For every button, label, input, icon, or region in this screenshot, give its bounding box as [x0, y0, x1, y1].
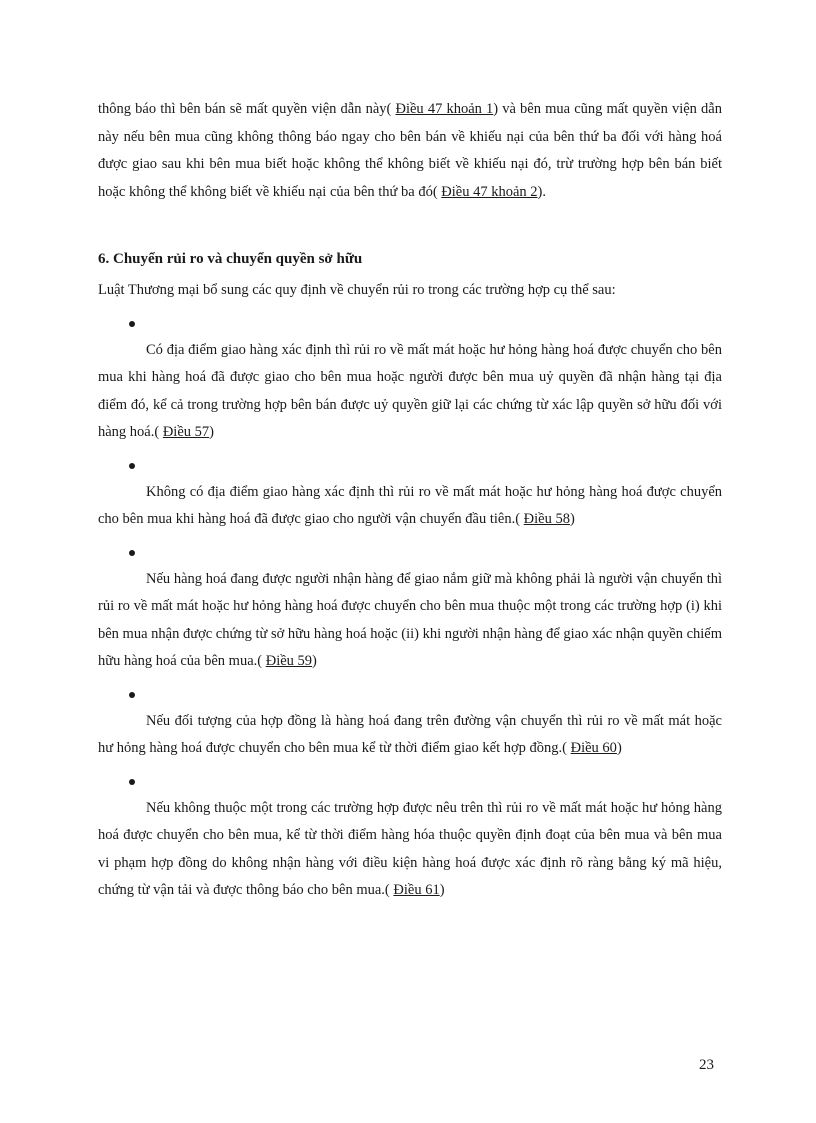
link-dieu-57[interactable]: Điều 57	[162, 424, 210, 440]
list-item-text: Có địa điểm giao hàng xác định thì rủi ro về mất mát hoặc hư hỏng hàng hoá được chuyển cho bên mua khi hàng hoá đã được giao cho bên mua hoặc người được bên mua uỷ quyền đã nhận hàng tại địa điểm đó, kể cả trong trường hợp bên bán được uỷ quyền giữ lại các chứng từ xác lập quyền sở hữu đối với hàng hoá.(	[98, 341, 722, 440]
document-body	[98, 96, 722, 905]
link-dieu-61[interactable]: Điều 61	[393, 882, 440, 898]
paragraph-continued	[98, 96, 722, 206]
list-item-text: Không có địa điểm giao hàng xác định thì rủi ro về mất mát hoặc hư hỏng hàng hoá được chuyển cho bên mua khi hàng hoá đã được giao cho người vận chuyển đầu tiên.(	[98, 483, 722, 527]
bullet-icon	[129, 463, 135, 469]
list-item-end: )	[616, 740, 622, 756]
list-item-end: )	[439, 882, 445, 898]
link-dieu-58[interactable]: Điều 58	[523, 511, 570, 527]
list-item	[98, 544, 722, 676]
page-number: 23	[699, 1057, 714, 1073]
list-item	[98, 773, 722, 905]
bullet-icon	[129, 550, 135, 556]
link-dieu-59[interactable]: Điều 59	[265, 653, 313, 669]
list-item-end: )	[209, 424, 214, 440]
list-item-end: )	[569, 511, 575, 527]
bullet-icon	[129, 321, 135, 327]
bullet-icon	[129, 692, 135, 698]
paragraph-text: thông báo thì bên bán sẽ mất quyền viện dẫn này(	[98, 101, 396, 117]
link-dieu-60[interactable]: Điều 60	[570, 740, 617, 756]
list-item-end: )	[312, 653, 317, 669]
paragraph-text: ) và bên mua cũng mất quyền viện dẫn này nếu bên mua cũng không thông báo ngay cho bên bán về khiếu nại của bên thứ ba đối với hàng hoá được giao sau khi bên mua biết hoặc không thể không biết về khiếu nại đó, trừ trường hợp bên bán biết hoặc không thể không biết về khiếu nại của bên thứ ba đó(	[98, 101, 722, 200]
list-item	[98, 457, 722, 534]
bullet-icon	[129, 779, 135, 785]
link-dieu-47-khoan-1[interactable]: Điều 47 khoản 1	[395, 101, 494, 117]
intro-paragraph: Luật Thương mại bổ sung các quy định về chuyển rủi ro trong các trường hợp cụ thể sau:	[98, 282, 616, 298]
list-item-text: Nếu đối tượng của hợp đồng là hàng hoá đang trên đường vận chuyển thì rủi ro về mất mát hoặc hư hỏng hàng hoá được chuyển cho bên mua kể từ thời điểm giao kết hợp đồng.(	[98, 712, 722, 756]
section-heading: 6. Chuyển rủi ro và chuyển quyền sở hữu	[98, 251, 363, 267]
link-dieu-47-khoan-2[interactable]: Điều 47 khoản 2	[441, 183, 538, 200]
list-item-text: Nếu hàng hoá đang được người nhận hàng để giao nắm giữ mà không phải là người vận chuyển thì rủi ro về mất mát hoặc hư hỏng hàng hoá được chuyển cho bên mua thuộc một trong các trường hợp (i) khi bên mua nhận được chứng từ sở hữu hàng hoá hoặc (ii) khi người nhận hàng để giao xác nhận quyền chiếm hữu hàng hoá của bên mua.(	[98, 570, 723, 669]
list-item	[98, 686, 722, 763]
paragraph-text: ).	[537, 183, 546, 200]
list-item-text: Nếu không thuộc một trong các trường hợp được nêu trên thì rủi ro về mất mát hoặc hư hỏng hàng hoá được chuyển cho bên mua, kể từ thời điểm hàng hóa thuộc quyền định đoạt của bên mua và bên mua vi phạm hợp đồng do không nhận hàng với điều kiện hàng hoá được xác định rõ ràng bằng ký mã hiệu, chứng từ vận tải và được thông báo cho bên mua.(	[98, 799, 722, 898]
list-item	[98, 315, 722, 447]
